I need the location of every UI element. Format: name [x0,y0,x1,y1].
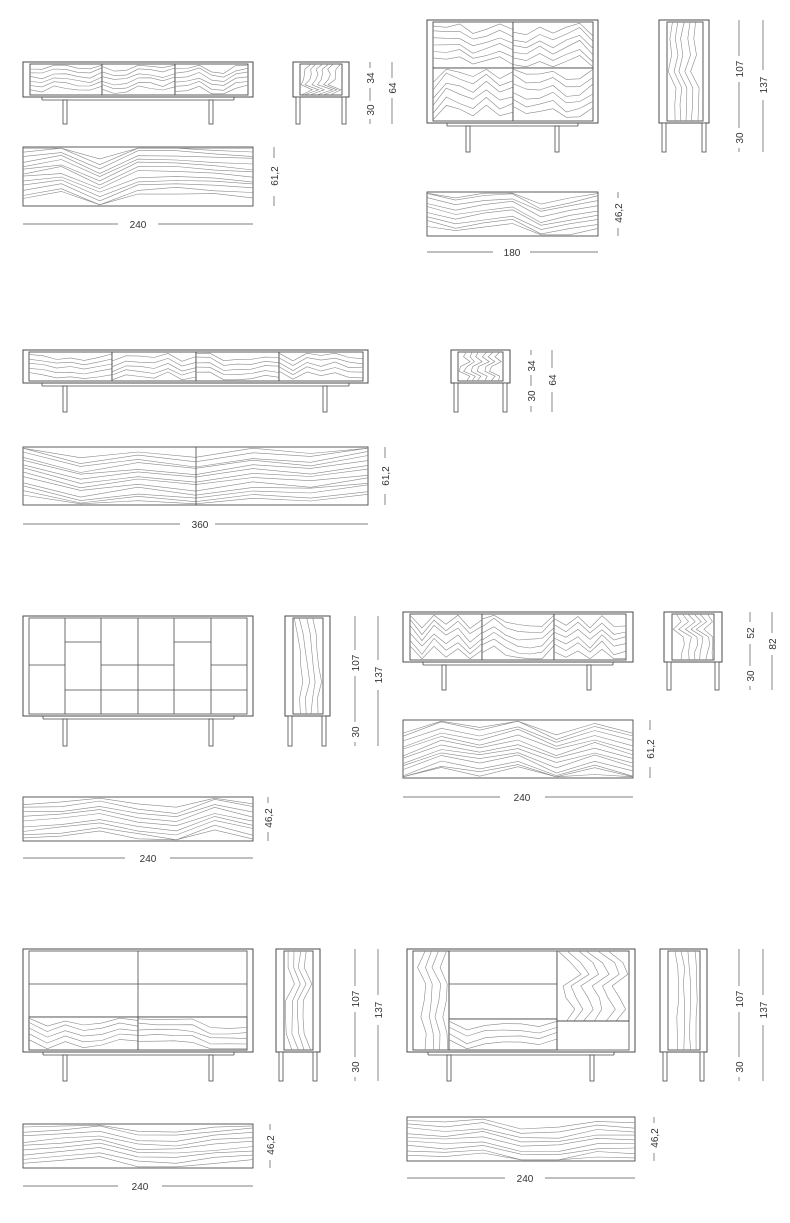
dimension-body-height [351,949,362,1052]
side-view [659,20,709,152]
unit-4 [23,616,385,865]
front-view [403,612,633,690]
dimension-label-leg-height: 30 [527,390,538,402]
dimension-label-total-height: 64 [548,374,559,386]
dimension-label-depth: 61,2 [646,739,657,759]
dimension-total-height [548,350,559,412]
dimension-label-body-height: 107 [735,990,746,1008]
side-view [285,616,330,746]
dimension-label-body-height: 34 [366,72,377,84]
top-view [23,1124,253,1168]
side-view [664,612,722,690]
dimension-label-total-height: 82 [768,638,779,650]
dimension-label-total-height: 137 [759,1001,770,1019]
side-view [451,350,510,412]
dimension-total-height [759,949,770,1081]
front-view [23,616,253,746]
unit-3 [23,350,559,531]
dimension-width [403,793,633,804]
dimension-body-height [366,62,377,97]
dimension-label-total-height: 137 [374,666,385,684]
dimension-leg-height [366,97,377,124]
dimension-label-body-height: 52 [746,627,757,639]
dimension-width [23,520,368,531]
dimension-leg-height [746,662,757,690]
dimension-label-width: 180 [503,248,521,259]
side-view [276,949,320,1081]
top-view [407,1117,635,1161]
dimension-label-leg-height: 30 [746,670,757,682]
dimension-label-total-height: 137 [374,1001,385,1019]
front-view [23,350,368,412]
dimension-label-width: 240 [513,793,531,804]
front-view [407,949,635,1081]
top-view [427,192,598,236]
dimension-total-height [768,612,779,690]
unit-7 [407,949,770,1185]
dimension-label-leg-height: 30 [351,1061,362,1073]
dimension-width [23,1182,253,1193]
top-view [23,797,253,841]
side-view [660,949,707,1081]
dimension-depth [264,797,275,841]
dimension-label-depth: 61,2 [381,466,392,486]
dimension-label-total-height: 137 [759,76,770,94]
dimension-label-depth: 46,2 [264,808,275,828]
dimension-depth [266,1124,277,1168]
top-view [23,147,253,206]
dimension-label-body-height: 107 [351,990,362,1008]
dimension-label-width: 240 [129,220,147,231]
dimension-total-height [374,949,385,1081]
unit-5 [403,612,779,804]
unit-2 [427,20,770,259]
dimension-body-height [351,616,362,716]
side-view [293,62,349,124]
dimension-label-depth: 61,2 [270,166,281,186]
dimension-label-body-height: 34 [527,360,538,372]
dimension-width [407,1174,635,1185]
unit-6 [23,949,385,1193]
dimension-label-depth: 46,2 [266,1135,277,1155]
dimension-label-body-height: 107 [735,60,746,78]
dimension-label-width: 240 [131,1182,149,1193]
dimension-label-leg-height: 30 [351,726,362,738]
dimension-depth [270,147,281,206]
dimension-body-height [735,949,746,1052]
dimension-depth [614,192,625,236]
dimension-leg-height [735,1052,746,1081]
front-view [23,949,253,1081]
dimension-total-height [759,20,770,152]
dimension-leg-height [735,123,746,152]
dimension-depth [650,1117,661,1161]
dimension-label-width: 360 [191,520,209,531]
dimension-body-height [735,20,746,123]
dimension-label-leg-height: 30 [366,104,377,116]
dimension-label-width: 240 [516,1174,534,1185]
top-view [403,720,633,778]
dimension-leg-height [351,716,362,746]
dimension-width [23,854,253,865]
dimension-leg-height [351,1052,362,1081]
dimension-depth [381,447,392,505]
top-view [23,447,368,505]
front-view [427,20,598,152]
dimension-label-width: 240 [139,854,157,865]
dimension-width [23,220,253,231]
dimension-total-height [388,62,399,124]
dimension-label-total-height: 64 [388,82,399,94]
dimension-depth [646,720,657,778]
dimension-label-depth: 46,2 [614,203,625,223]
front-view [23,62,253,124]
unit-1 [23,62,399,231]
dimension-label-leg-height: 30 [735,132,746,144]
dimension-label-body-height: 107 [351,654,362,672]
dimension-width [427,248,598,259]
dimension-total-height [374,616,385,746]
dimension-body-height [746,612,757,662]
dimension-label-leg-height: 30 [735,1061,746,1073]
dimension-leg-height [527,383,538,412]
dimension-label-depth: 46,2 [650,1128,661,1148]
dimension-body-height [527,350,538,383]
